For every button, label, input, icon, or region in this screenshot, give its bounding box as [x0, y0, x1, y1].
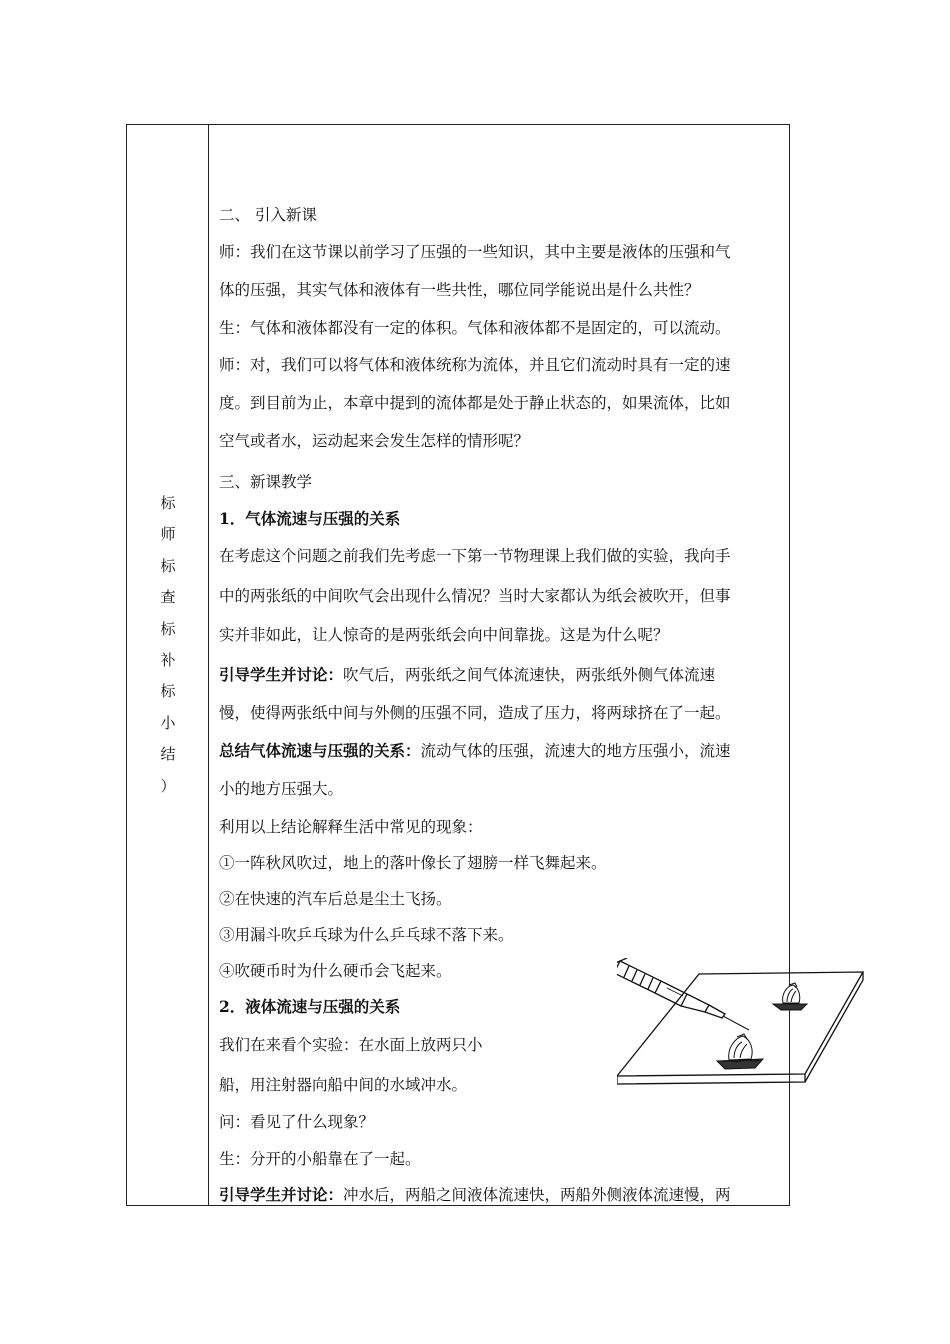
- text: 度。到目前为止，本章中提到的流体都是处于静止状态的，如果流体，比如: [219, 394, 731, 412]
- text: 三、新课教学: [219, 473, 313, 491]
- text-line: [219, 205, 317, 225]
- text: 师：我们在这节课以前学习了压强的一些知识，其中主要是液体的压强和气: [219, 243, 731, 261]
- text: 中的两张纸的中间吹气会出现什么情况？当时大家都认为纸会被吹开，但事: [219, 587, 731, 605]
- lesson-table: [126, 124, 790, 1206]
- text: 生：分开的小船靠在了一起。: [219, 1150, 421, 1168]
- text: 二、 引入新课: [219, 206, 317, 224]
- text: ④吹硬币时为什么硬币会飞起来。: [219, 962, 452, 980]
- side-label-char: 标: [160, 682, 176, 701]
- text-line: [219, 853, 607, 873]
- text: 实并非如此，让人惊奇的是两张纸会向中间靠拢。这是为什么呢？: [219, 626, 669, 644]
- text-line: [219, 779, 343, 799]
- text: ③用漏斗吹乒乓球为什么乒乓球不落下来。: [219, 926, 514, 944]
- text-line: [219, 889, 452, 909]
- side-label-char: 结: [160, 745, 176, 764]
- text: 生：气体和液体都没有一定的体积。气体和液体都不是固定的，可以流动。: [219, 319, 731, 337]
- text-line: [219, 355, 731, 375]
- syringe-boats-illustration: [617, 958, 869, 1090]
- side-label-char: 查: [160, 588, 176, 607]
- text: 利用以上结论解释生活中常见的现象：: [219, 818, 483, 836]
- text-line: [219, 280, 700, 300]
- text-line: [219, 546, 731, 566]
- side-label-char: 标: [160, 494, 176, 512]
- boat-icon: [773, 983, 807, 1010]
- text: 流动气体的压强，流速大的地方压强小，流速: [420, 742, 731, 760]
- bold-text: 总结气体流速与压强的关系：: [219, 741, 421, 760]
- text-line: [219, 961, 452, 981]
- text: 吹气后，两张纸之间气体流速快，两张纸外侧气体流速: [343, 666, 716, 684]
- text: 小的地方压强大。: [219, 780, 344, 798]
- text: 师：对，我们可以将气体和液体统称为流体，并且它们流动时具有一定的速: [219, 356, 731, 374]
- bold-text: 2．液体流速与压强的关系: [219, 997, 401, 1016]
- text-line: [219, 318, 731, 338]
- side-label-char: 标: [160, 619, 176, 638]
- text-line: [219, 393, 731, 413]
- text-line: [219, 1112, 374, 1132]
- text: 问：看见了什么现象？: [219, 1113, 375, 1131]
- text: 我们在来看个实验：在水面上放两只小: [219, 1036, 483, 1054]
- text-line: [219, 925, 514, 945]
- text: 冲水后，两船之间液体流速快，两船外侧液体流速慢，两: [343, 1186, 731, 1204]
- text-line: [219, 817, 483, 837]
- text: ②在快速的汽车后总是尘土飞扬。: [219, 890, 452, 908]
- side-label-char: 标: [160, 556, 176, 575]
- text-line: [219, 741, 731, 761]
- side-label-char: 师: [160, 525, 176, 544]
- bold-text: 引导学生并讨论：: [219, 665, 344, 684]
- text: 体的压强，其实气体和液体有一些共性，哪位同学能说出是什么共性？: [219, 281, 700, 299]
- text-line: [219, 472, 312, 492]
- bold-text: 引导学生并讨论：: [219, 1185, 344, 1204]
- bold-text: 1．气体流速与压强的关系: [219, 509, 401, 528]
- text-line: [219, 586, 731, 606]
- text: 在考虑这个问题之前我们先考虑一下第一节物理课上我们做的实验，我向手: [219, 547, 731, 565]
- text-line: [219, 665, 715, 685]
- text-line: [219, 997, 400, 1017]
- text: 慢，使得两张纸中间与外侧的压强不同，造成了压力，将两球挤在了一起。: [219, 704, 731, 722]
- text-line: [219, 1149, 421, 1169]
- boat-icon: [717, 1034, 763, 1069]
- text-line: [219, 509, 400, 529]
- side-label-char: 补: [160, 650, 176, 669]
- text-line: [219, 1075, 467, 1095]
- side-label-char: 小: [160, 713, 176, 732]
- text: ①一阵秋风吹过，地上的落叶像长了翅膀一样飞舞起来。: [219, 854, 607, 872]
- side-label-char: ）: [160, 776, 176, 795]
- side-column: [127, 125, 209, 1205]
- text-line: [219, 1185, 731, 1205]
- side-label: [127, 488, 209, 802]
- text-line: [219, 242, 731, 262]
- text: 空气或者水，运动起来会发生怎样的情形呢？: [219, 432, 530, 450]
- lesson-content: [209, 125, 789, 1205]
- text-line: [219, 431, 529, 451]
- text-line: [219, 625, 669, 645]
- text-line: [219, 703, 731, 723]
- text: 船，用注射器向船中间的水域冲水。: [219, 1076, 468, 1094]
- text-line: [219, 1035, 483, 1055]
